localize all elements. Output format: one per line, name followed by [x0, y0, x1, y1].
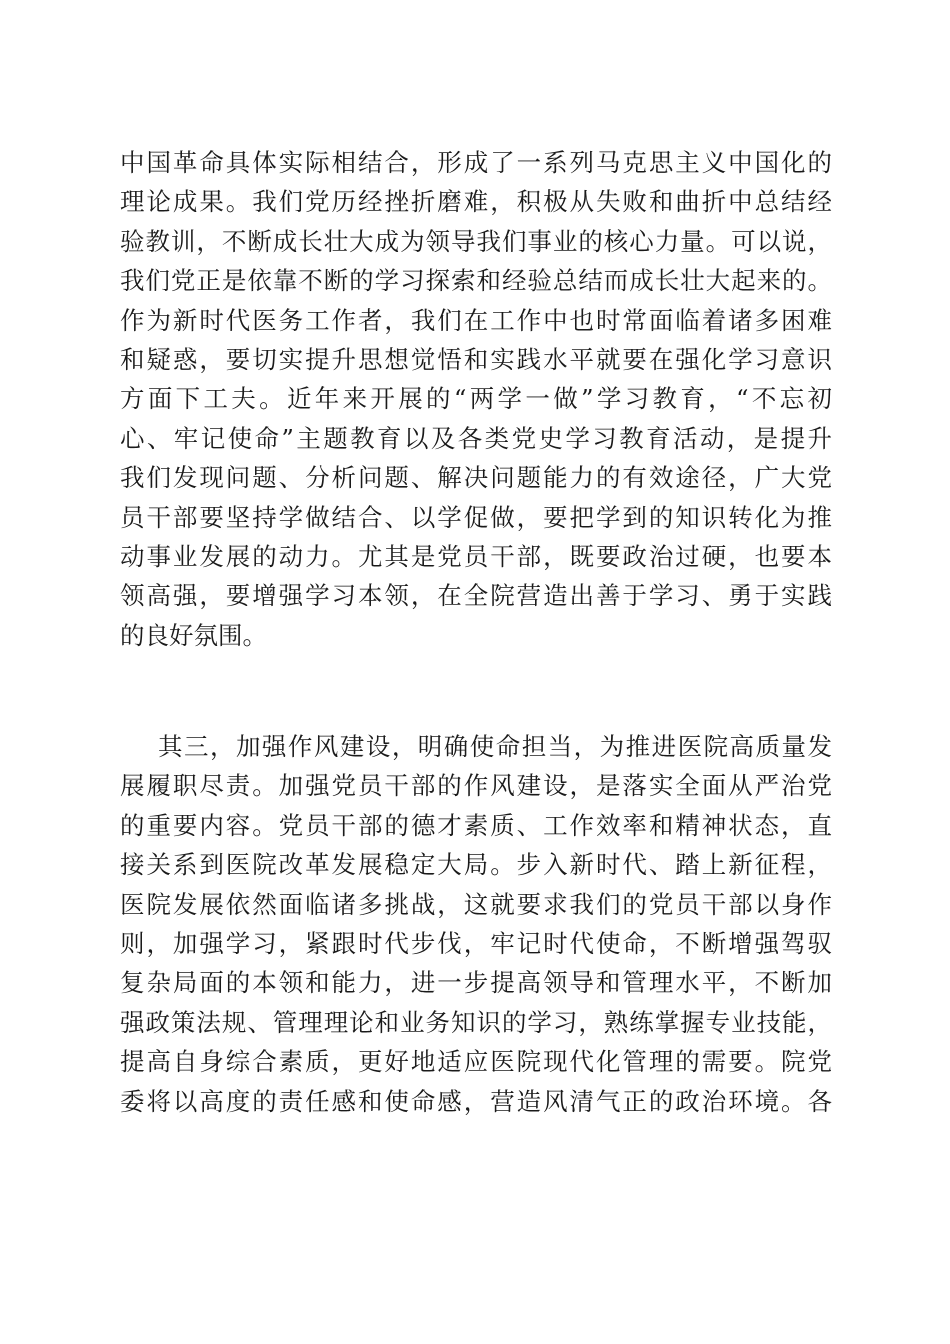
paragraph-continued	[120, 143, 832, 655]
text-line: 我们党正是依靠不断的学习探索和经验总结而成长壮大起来的。	[120, 266, 832, 296]
text-line: 心、牢记使命”主题教育以及各类党史学习教育活动，是提升	[120, 423, 832, 453]
text-line: 强政策法规、管理理论和业务知识的学习，熟练掌握专业技能，	[120, 1007, 832, 1037]
paragraph-section-three	[120, 727, 832, 1121]
text-line: 中国革命具体实际相结合，形成了一系列马克思主义中国化的	[120, 148, 832, 177]
text-line: 和疑惑，要切实提升思想觉悟和实践水平就要在强化学习意识	[120, 344, 832, 374]
text-line: 方面下工夫。近年来开展的“两学一做”学习教育，“不忘初	[120, 384, 832, 414]
text-line: 理论成果。我们党历经挫折磨难，积极从失败和曲折中总结经	[120, 187, 832, 217]
text-line: 展履职尽责。加强党员干部的作风建设，是落实全面从严治党	[120, 771, 832, 801]
text-line: 验教训，不断成长壮大成为领导我们事业的核心力量。可以说，	[120, 226, 832, 256]
text-line: 动事业发展的动力。尤其是党员干部，既要政治过硬，也要本	[120, 541, 832, 571]
text-line: 接关系到医院改革发展稳定大局。步入新时代、踏上新征程，	[120, 850, 832, 880]
text-line: 复杂局面的本领和能力，进一步提高领导和管理水平，不断加	[120, 968, 832, 998]
text-line: 的重要内容。党员干部的德才素质、工作效率和精神状态，直	[120, 810, 832, 840]
text-line: 提高自身综合素质，更好地适应医院现代化管理的需要。院党	[120, 1047, 832, 1077]
text-line: 领高强，要增强学习本领，在全院营造出善于学习、勇于实践	[120, 581, 832, 611]
text-line: 则，加强学习，紧跟时代步伐，牢记时代使命，不断增强驾驭	[120, 928, 832, 958]
text-line: 医院发展依然面临诸多挑战，这就要求我们的党员干部以身作	[120, 889, 832, 919]
text-line: 作为新时代医务工作者，我们在工作中也时常面临着诸多困难	[120, 305, 832, 335]
text-line: 其三，加强作风建设，明确使命担当，为推进医院高质量发	[158, 732, 832, 761]
text-line: 委将以高度的责任感和使命感，营造风清气正的政治环境。各	[120, 1086, 832, 1116]
text-line: 我们发现问题、分析问题、解决问题能力的有效途径，广大党	[120, 463, 832, 493]
text-line: 员干部要坚持学做结合、以学促做，要把学到的知识转化为推	[120, 502, 832, 532]
text-line: 的良好氛围。	[120, 620, 267, 650]
